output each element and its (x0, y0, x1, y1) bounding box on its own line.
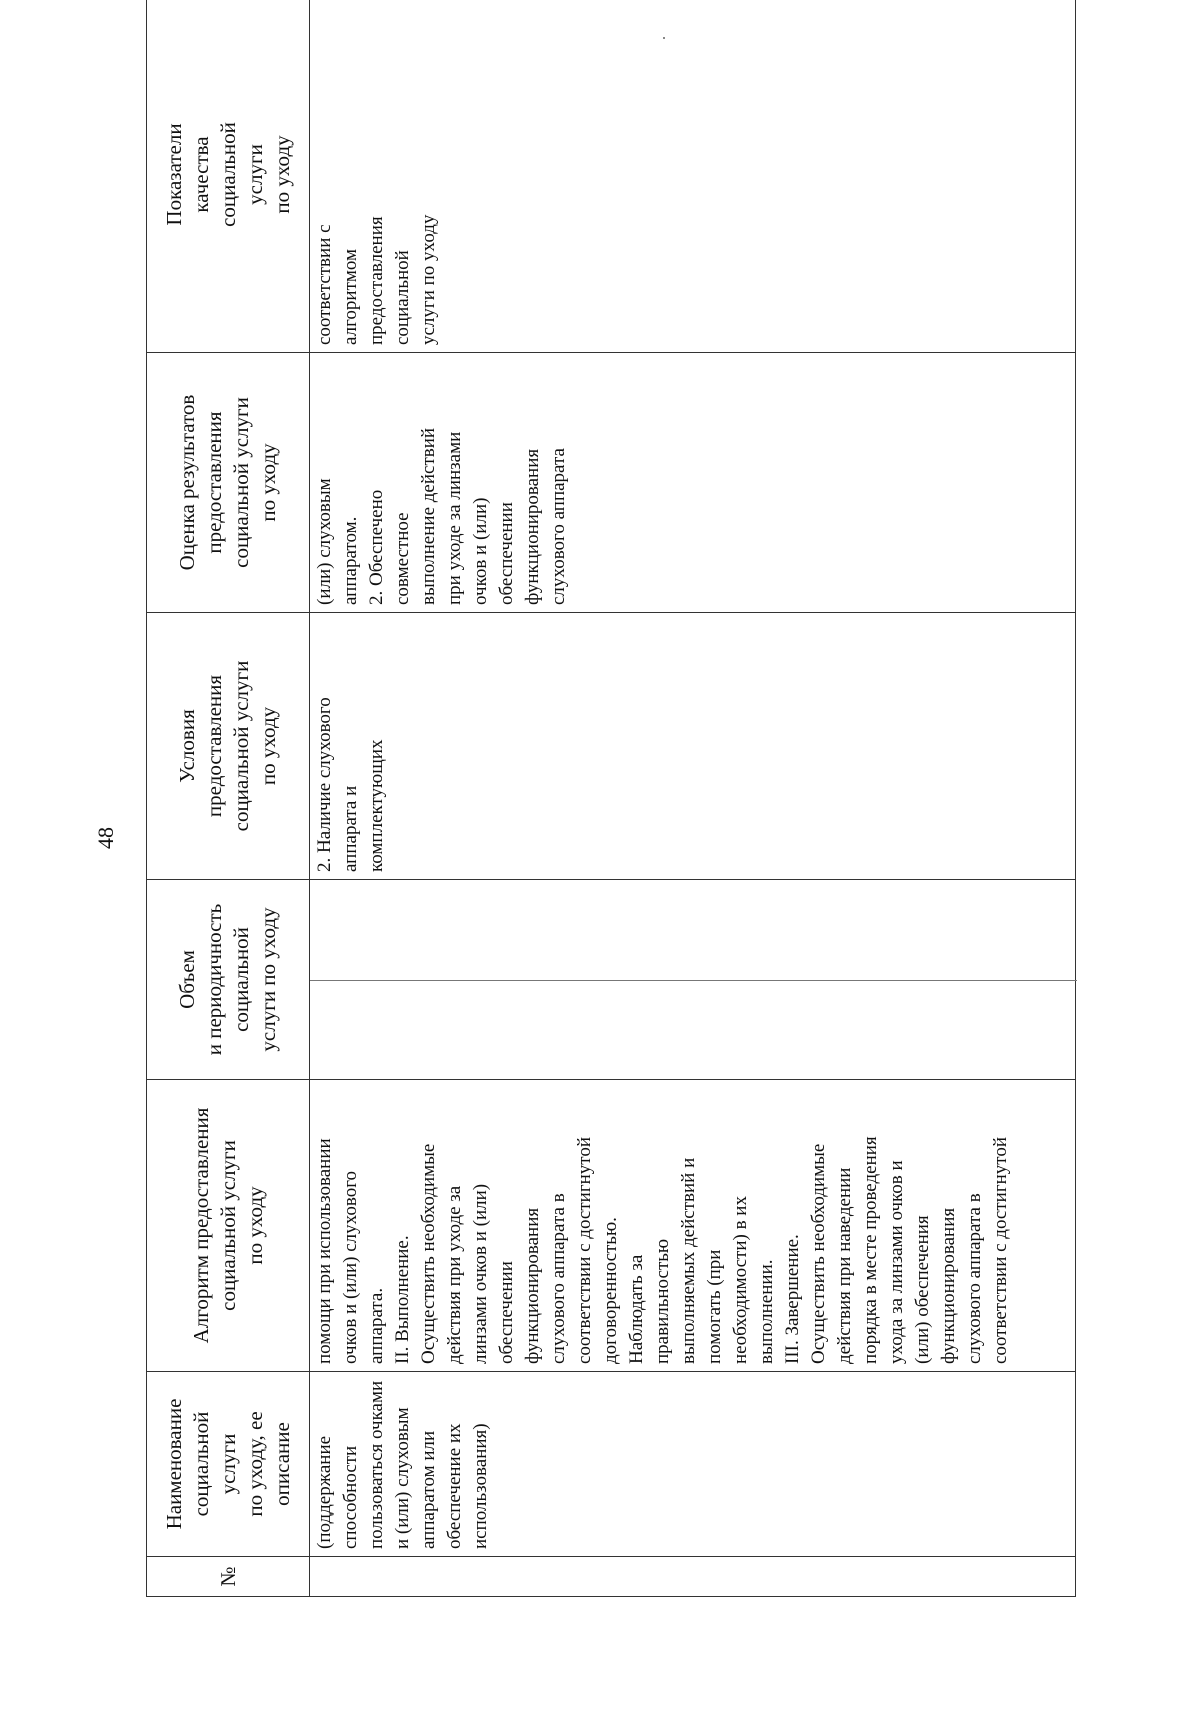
header-volume: Объем и периодичность социальной услуги по уходу (147, 880, 310, 1080)
scan-speck (663, 37, 665, 39)
care-service-table (146, 0, 1076, 1597)
page-number: 48 (93, 827, 118, 849)
cell-quality: соответствии с алгоритмом предоставления социальной услуги по уходу (310, 0, 1076, 353)
rotated-table-sheet (146, 0, 1076, 1597)
cell-conditions: 2. Наличие слухового аппарата и комплектующих (310, 613, 1076, 880)
header-evaluation: Оценка результатов предоставления социальной услуги по уходу (147, 353, 310, 613)
header-algorithm: Алгоритм предоставления социальной услуги по уходу (147, 1080, 310, 1372)
cell-service-name: (поддержание способности пользоваться очками и (или) слуховым аппаратом или обеспечение их использования) (310, 1372, 1076, 1557)
cell-evaluation: (или) слуховым аппаратом. 2. Обеспечено совместное выполнение действий при уходе за линзами очков и (или) обеспечении функционирования слухового аппарата (310, 353, 1076, 613)
header-number: № (147, 1557, 310, 1597)
cell-algorithm: помощи при использовании очков и (или) слухового аппарата. II. Выполнение. Осуществить необходимые действия при уходе за линзами очков и (или) обеспечении функционирования слухового аппарата в соответствии с достигнутой договоренностью. Наблюдать за правильностью выполняемых действий и помогать (при необходимости) в их выполнении. III. Завершение. Осуществить необходимые действия при наведении порядка в месте проведения ухода за линзами очков и (или) обеспечения функционирования слухового аппарата в соответствии с достигнутой (310, 1080, 1076, 1372)
header-quality: Показатели качества социальной услуги по уходу (147, 0, 310, 353)
table-header-row (147, 0, 310, 1597)
header-conditions: Условия предоставления социальной услуги по уходу (147, 613, 310, 880)
table-row (310, 0, 1076, 1597)
header-service-name: Наименование социальной услуги по уходу, ее описание (147, 1372, 310, 1557)
cell-number (310, 1557, 1076, 1597)
cell-volume (310, 880, 1076, 1080)
